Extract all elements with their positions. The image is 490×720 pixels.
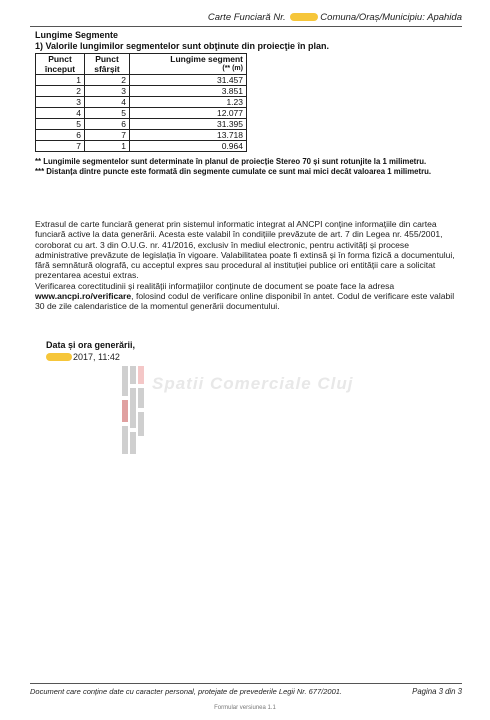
generation-label: Data și ora generării, [46,340,136,350]
table-row [36,141,247,152]
section-subheading: 1) Valorile lungimilor segmentelor sunt obţinute din proiecţie în plan. [35,41,330,51]
header-text [208,12,462,23]
table-header-row [36,54,247,75]
cell-end: 6 [85,119,130,130]
watermark-logo-icon [122,366,144,454]
cell-start: 6 [36,130,85,141]
cell-length: 13.718 [130,130,247,141]
cell-length: 3.851 [130,86,247,97]
cell-start: 4 [36,108,85,119]
cell-end: 5 [85,108,130,119]
verification-text-end: , folosind codul de verificare online disponibil în antet. Codul de verificare este valabil 30 de zile calendaristice de la momentul generării documentului. [35,291,455,312]
note-distance: *** Distanța dintre puncte este formată din segmente cumulate ce sunt mai mici decât valoarea 1 milimetru. [35,166,432,176]
segments-table [35,53,247,152]
col-length-unit: (** (m) [222,65,243,72]
cell-length: 1.23 [130,97,247,108]
verification-text-start: Verificarea corectitudinii și realității informațiilor conținute de document se poate face la adresa [35,280,395,291]
page-footer [30,683,462,696]
col-start-l1: Punct [48,54,72,64]
cell-start: 2 [36,86,85,97]
cell-end: 4 [85,97,130,108]
cell-start: 7 [36,141,85,152]
col-end-header [85,54,130,75]
table-row [36,119,247,130]
cell-length: 0.964 [130,141,247,152]
table-row [36,97,247,108]
cell-length: 31.395 [130,119,247,130]
verification-link[interactable]: www.ancpi.ro/verificare [35,291,132,302]
generation-datetime: 2017, 11:42 [73,352,120,362]
page-header [30,10,462,27]
watermark [122,366,422,456]
cell-length: 31.457 [130,75,247,86]
section-heading: Lungime Segmente [35,30,119,40]
watermark-text: Spatii Comerciale Cluj [152,374,354,393]
table-row [36,130,247,141]
cell-start: 5 [36,119,85,130]
table-row [36,75,247,86]
generation-value [46,352,120,362]
legal-text [35,219,460,312]
form-version: Formular versiunea 1.1 [214,705,276,711]
location-text: Comuna/Oraș/Municipiu: Apahida [320,12,462,23]
table-row [36,86,247,97]
section-title [35,30,329,52]
col-end-l2: sfârșit [94,64,120,74]
validity-paragraph: Extrasul de carte funciară generat prin sistemul informatic integrat al ANCPI conține informațiile din cartea funciară active la data generării. Acesta este valabil în condițiile prevăzute de art. 7 din Legea nr. 455/2001, coroborat cu art. 3 din O.U.G. nr. 41/2016, exclusiv în mediul electronic, pentru activități și procese administrative prevăzute de legislația în vigoare. Valabilitatea poate fi extinsă și în forma fizică a documentului, fără semnătură olografă, cu acceptul expres sau procedural al instituției publice ori entității care a solicitat prezentarea acestui extras. [35,219,455,281]
page-number: Pagina 3 din 3 [412,687,462,696]
col-start-l2: început [44,64,76,74]
cell-end: 3 [85,86,130,97]
table-row [36,108,247,119]
redacted-number [290,13,318,21]
col-end-l1: Punct [95,54,119,64]
cell-end: 7 [85,130,130,141]
cell-start: 3 [36,97,85,108]
note-rounding: ** Lungimile segmentelor sunt determinate în planul de proiecție Stereo 70 și sunt rotunjite la 1 milimetru. [35,157,427,166]
cell-end: 1 [85,141,130,152]
col-start-header [36,54,85,75]
col-length-l1: Lungime segment [170,54,243,64]
col-length-header [130,54,247,75]
footer-disclaimer: Document care conține date cu caracter personal, protejate de prevederile Legii Nr. 677/2001. [30,687,342,696]
table-notes [35,157,431,176]
cell-length: 12.077 [130,108,247,119]
verification-paragraph [35,281,460,312]
redacted-date [46,353,72,361]
cell-start: 1 [36,75,85,86]
cell-end: 2 [85,75,130,86]
doc-title: Carte Funciară Nr. [207,12,286,23]
